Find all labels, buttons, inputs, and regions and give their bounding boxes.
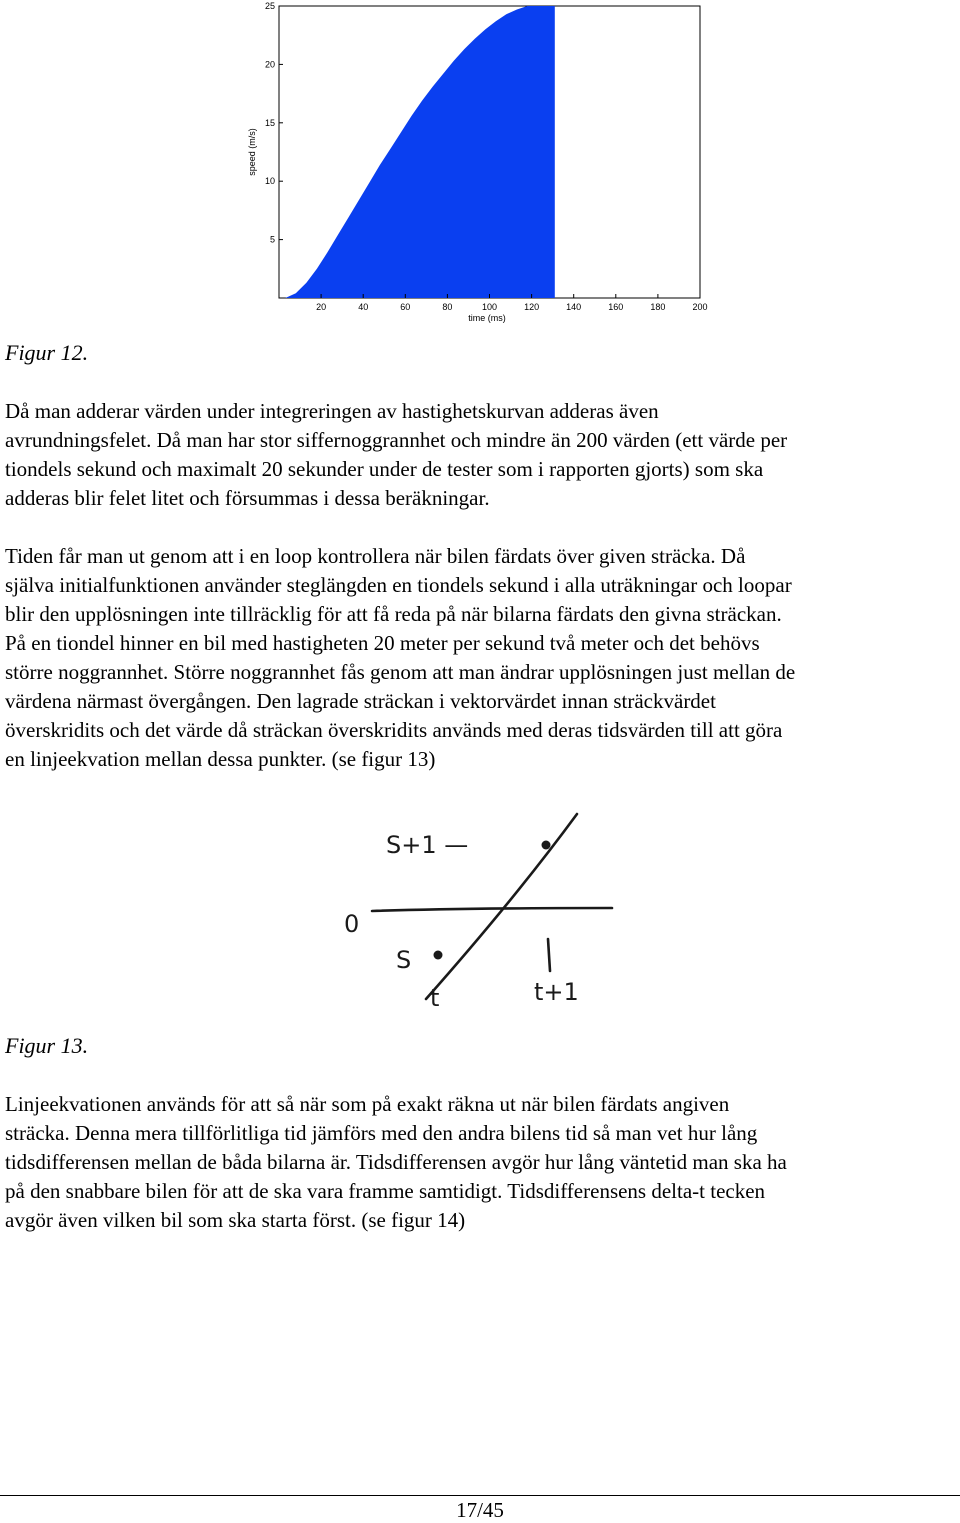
- x-tick-label: 200: [692, 302, 708, 312]
- label-zero: 0: [344, 910, 360, 938]
- text-line: en linjeekvation mellan dessa punkter. (se figur 13): [5, 747, 436, 771]
- text-line: tidsdifferensen mellan de båda bilarna är. Tidsdifferensen avgör hur lång väntetid man ska ha: [5, 1150, 787, 1174]
- text-line: avgör även vilken bil som ska starta först. (se figur 14): [5, 1208, 466, 1232]
- paragraph-2: [5, 542, 957, 774]
- x-tick-label: 60: [400, 302, 411, 312]
- text-line: överskridits och det värde då sträckan överskridits används med deras tidsvärden till att göra: [5, 718, 783, 742]
- interpolation-sketch: [330, 808, 620, 1013]
- y-axis-label: speed (m/s): [247, 128, 257, 176]
- y-tick-label: 15: [264, 117, 275, 128]
- text-line: på den snabbare bilen för att de ska vara framme samtidigt. Tidsdifferensens delta-t tecken: [5, 1179, 766, 1203]
- footer-rule: [0, 1495, 960, 1496]
- label-s: S: [396, 946, 412, 974]
- text-line: värdena närmast övergången. Den lagrade sträckan i vektorvärdet innan sträckvärdet: [5, 689, 716, 713]
- text-line: Tiden får man ut genom att i en loop kontrollera när bilen färdats över given sträcka. Då: [5, 544, 746, 568]
- x-tick-label: 80: [442, 302, 453, 312]
- text-line: avrundningsfelet. Då man har stor siffernoggrannhet och mindre än 200 värden (ett värde per: [5, 428, 788, 452]
- text-line: sträcka. Denna mera tillförlitliga tid jämförs med den andra bilens tid så man vet hur lång: [5, 1121, 758, 1145]
- text-line: tiondels sekund och maximalt 20 sekunder under de tester som i rapporten gjorts) som ska: [5, 457, 764, 481]
- x-tick-label: 20: [316, 302, 327, 312]
- y-tick-label: 5: [269, 234, 275, 245]
- y-tick-label: 25: [264, 1, 275, 11]
- label-t: t: [430, 984, 440, 1012]
- paragraph-3: [5, 1090, 957, 1235]
- text-line: större noggrannhet. Större noggrannhet fås genom att man ändrar upplösningen just mellan de: [5, 660, 796, 684]
- speed-area: [285, 6, 555, 298]
- x-axis-label: time (ms): [468, 313, 506, 323]
- figure-13-caption: Figur 13.: [5, 1033, 89, 1058]
- label-s-plus-1: S+1 —: [386, 831, 469, 859]
- figure-12-caption: Figur 12.: [5, 340, 89, 365]
- speed-time-chart: [243, 0, 713, 326]
- tick-mark: [548, 939, 550, 971]
- page-footer: [0, 1495, 960, 1522]
- baseline-line: [372, 908, 612, 911]
- y-tick-label: 20: [264, 59, 275, 70]
- x-tick-label: 180: [650, 302, 666, 312]
- upper-point: [542, 841, 551, 850]
- paragraph-1: [5, 397, 957, 513]
- text-line: själva initialfunktionen använder steglängden en tiondels sekund i alla uträkningar och loopar: [5, 573, 792, 597]
- text-line: På en tiondel hinner en bil med hastigheten 20 meter per sekund två meter och det behövs: [5, 631, 760, 655]
- label-t-plus-1: t+1: [534, 978, 579, 1006]
- page-number: 17/45: [456, 1498, 504, 1522]
- x-tick-label: 160: [608, 302, 624, 312]
- x-tick-label: 120: [524, 302, 540, 312]
- text-line: adderas blir felet litet och försummas i dessa beräkningar.: [5, 486, 490, 510]
- text-line: blir den upplösningen inte tillräcklig för att få reda på när bilarna färdats den givna sträckan.: [5, 602, 782, 626]
- label-one: 1: [552, 946, 568, 974]
- text-line: Linjeekvationen används för att så när som på exakt räkna ut när bilen färdats angiven: [5, 1092, 730, 1116]
- x-tick-label: 140: [566, 302, 582, 312]
- y-tick-label: 10: [264, 176, 275, 187]
- x-tick-label: 40: [358, 302, 369, 312]
- text-line: Då man adderar värden under integreringen av hastighetskurvan adderas även: [5, 399, 659, 423]
- lower-point: [434, 951, 443, 960]
- x-tick-label: 100: [481, 302, 498, 312]
